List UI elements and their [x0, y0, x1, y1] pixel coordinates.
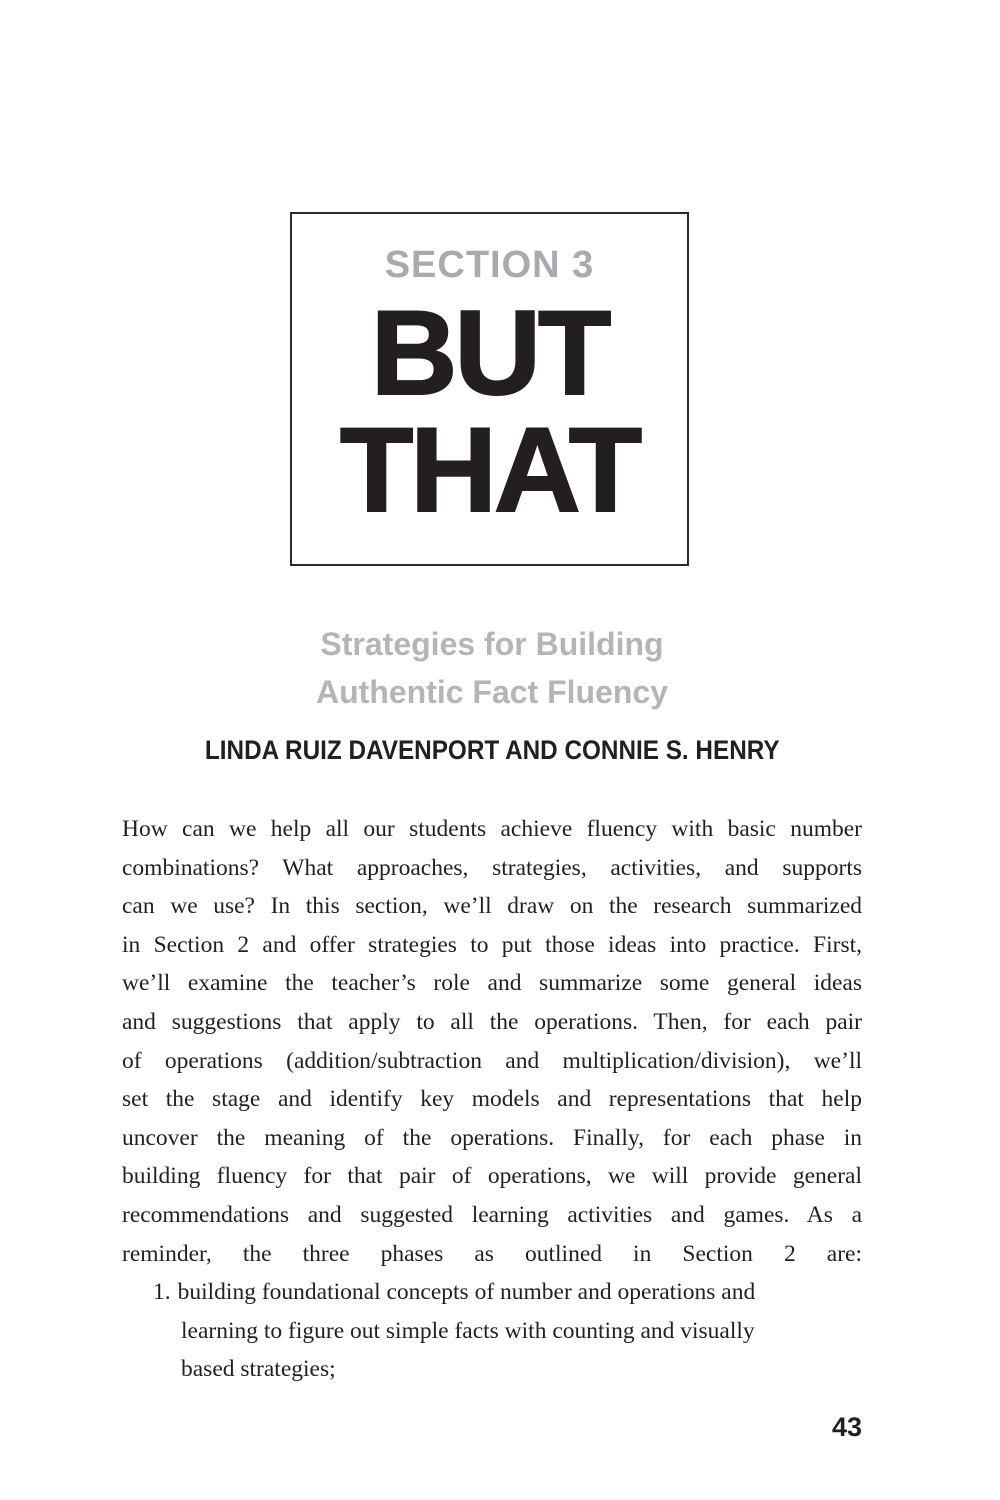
- list-item-text: building foundational concepts of number and operations and: [177, 1279, 756, 1306]
- body-line: building fluency for that pair of operations, we will provide general: [122, 1163, 862, 1190]
- body-line: can we use? In this section, we’ll draw on the research summarized: [122, 893, 862, 920]
- chapter-subtitle: [122, 620, 862, 716]
- chapter-subtitle-line-2: Authentic Fact Fluency: [315, 674, 669, 710]
- section-opener-box: [290, 212, 689, 566]
- body-line: recommendations and suggested learning activities and games. As a: [122, 1201, 862, 1228]
- numbered-list-item-1-continuation: based strategies;: [181, 1356, 336, 1383]
- body-line: we’ll examine the teacher’s role and summarize some general ideas: [122, 970, 862, 997]
- numbered-list-item-1-continuation: learning to figure out simple facts with counting and visually: [181, 1317, 755, 1344]
- body-line: set the stage and identify key models and representations that help: [122, 1086, 862, 1113]
- body-line: in Section 2 and offer strategies to put those ideas into practice. First,: [122, 931, 862, 958]
- body-line: reminder, the three phases as outlined in Section 2 are:: [122, 1240, 862, 1267]
- body-text: [122, 810, 862, 1389]
- section-title: [292, 286, 687, 537]
- body-line: uncover the meaning of the operations. Finally, for each phase in: [122, 1124, 862, 1151]
- body-line: of operations (addition/subtraction and multiplication/division), we’ll: [122, 1047, 862, 1074]
- section-label: SECTION 3: [384, 244, 595, 286]
- section-title-line-1: BUT: [370, 286, 609, 420]
- author-byline: [122, 735, 862, 766]
- body-line: How can we help all our students achieve fluency with basic number: [122, 816, 862, 842]
- list-item-number: 1.: [153, 1279, 171, 1306]
- numbered-list-item-1: [122, 1273, 862, 1312]
- section-title-line-2: THAT: [339, 403, 639, 537]
- body-line: combinations? What approaches, strategies, activities, and supports: [122, 854, 862, 881]
- body-line: and suggestions that apply to all the operations. Then, for each pair: [122, 1008, 862, 1035]
- author-names: LINDA RUIZ DAVENPORT AND CONNIE S. HENRY: [204, 735, 780, 765]
- page-number: 43: [831, 1412, 862, 1442]
- chapter-subtitle-line-1: Strategies for Building: [320, 626, 664, 662]
